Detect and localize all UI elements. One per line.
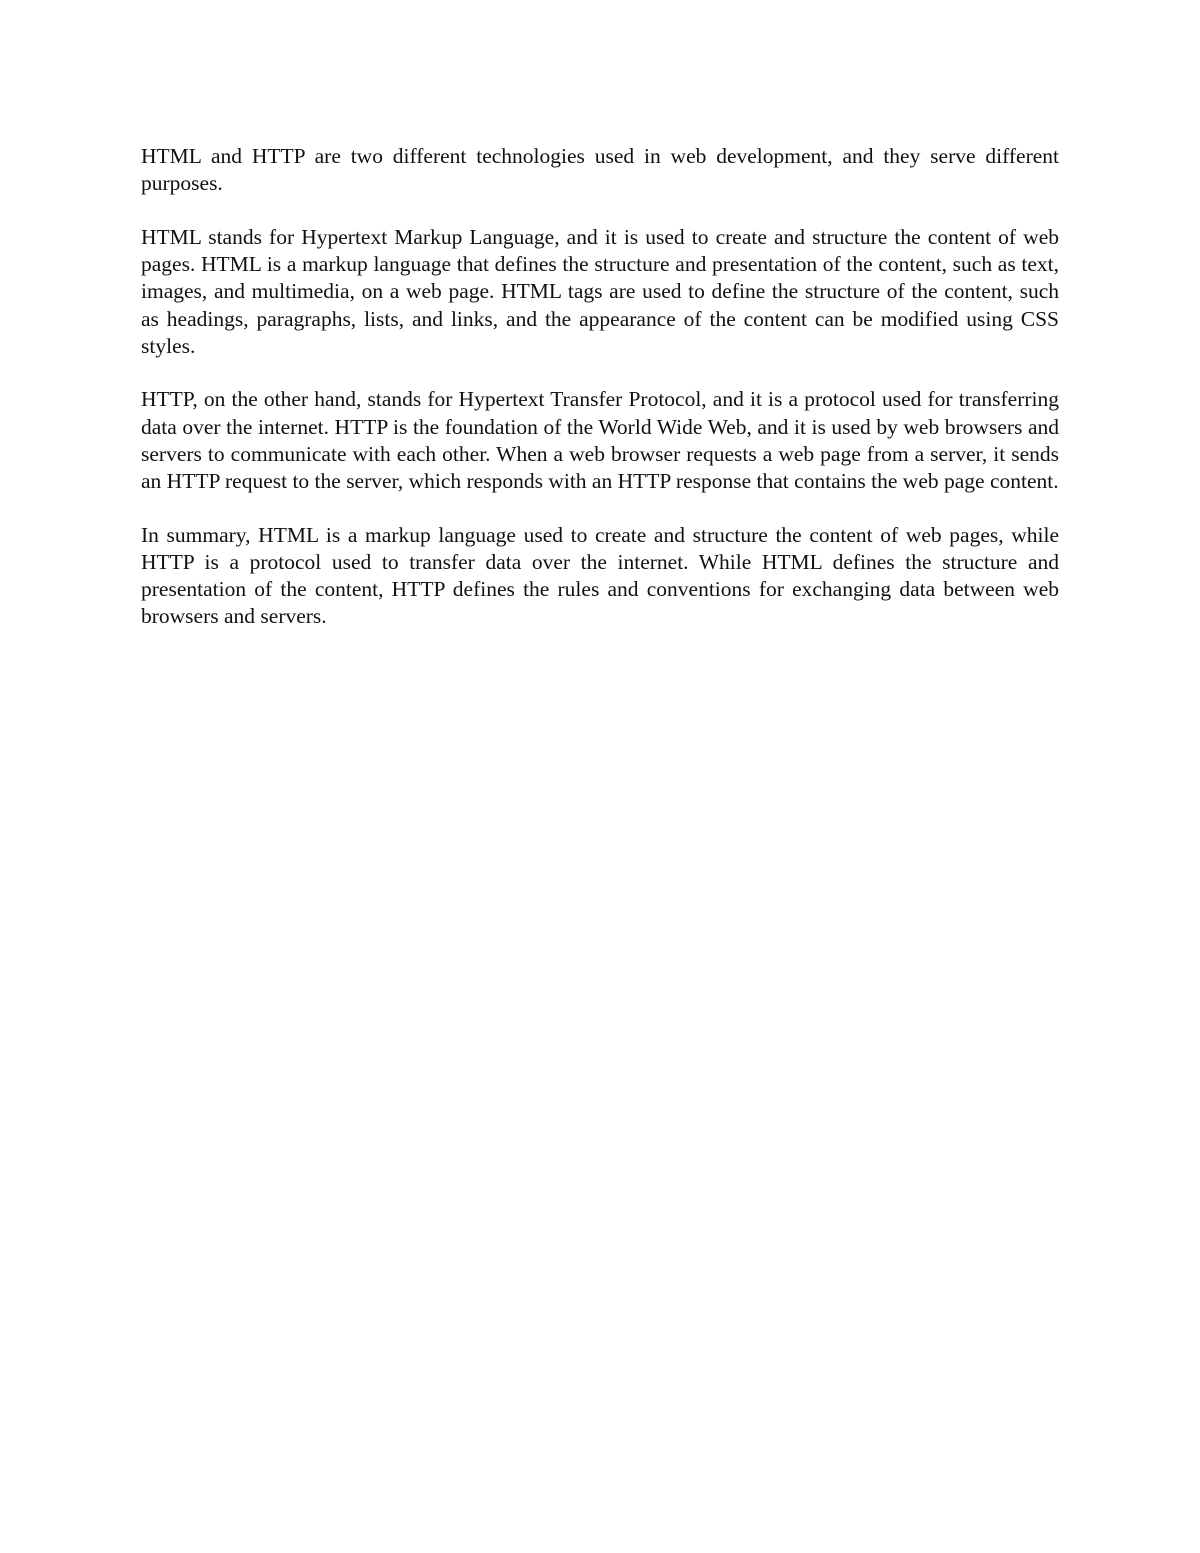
paragraph-html: HTML stands for Hypertext Markup Language, and it is used to create and structure the content of web pages. HTML is a markup language that defines the structure and presentation of the content, such as text, images, and multimedia, on a web page. HTML tags are used to define the structure of the content, such as headings, paragraphs, lists, and links, and the appearance of the content can be modified using CSS styles. [141, 224, 1059, 358]
paragraph-http: HTTP, on the other hand, stands for Hypertext Transfer Protocol, and it is a protocol used for transferring data over the internet. HTTP is the foundation of the World Wide Web, and it is used by web browsers and servers to communicate with each other. When a web browser requests a web page from a server, it sends an HTTP request to the server, which responds with an HTTP response that contains the web page content. [141, 387, 1059, 494]
paragraph-summary: In summary, HTML is a markup language used to create and structure the content of web pages, while HTTP is a protocol used to transfer data over the internet. While HTML defines the structure and presentation of the content, HTTP defines the rules and conventions for exchanging data between web browsers and servers. [141, 522, 1059, 629]
paragraph-intro: HTML and HTTP are two different technologies used in web development, and they serve different purposes. [141, 144, 1059, 196]
document-body [141, 143, 1059, 657]
